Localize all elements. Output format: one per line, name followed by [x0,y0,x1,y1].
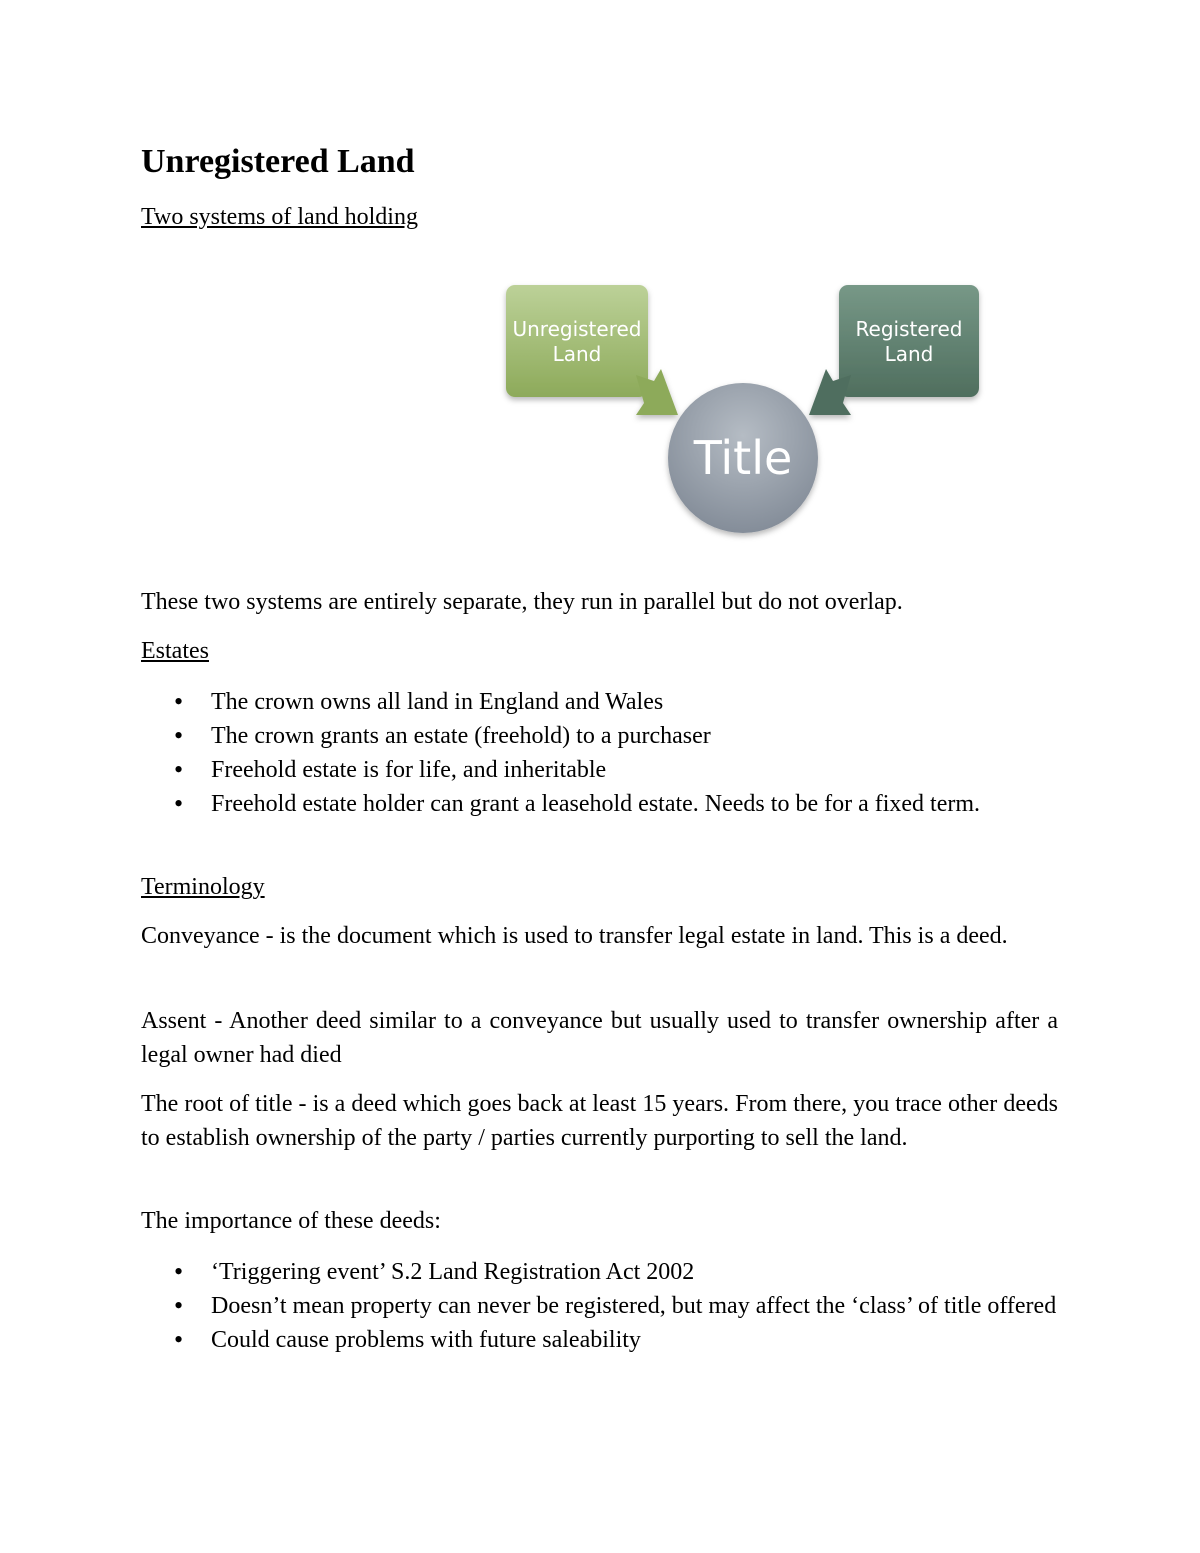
importance-list [141,1255,1058,1357]
title-diagram [496,275,996,550]
conveyance-paragraph: Conveyance - is the document which is used to transfer legal estate in land. This is a deed. [141,923,1008,949]
systems-paragraph: These two systems are entirely separate, they run in parallel but do not overlap. [141,589,903,615]
section-heading-terminology: Terminology [141,874,265,900]
unregistered-land-label-line1: Unregistered [512,317,642,341]
unregistered-land-label-line2: Land [552,342,602,366]
assent-paragraph: Assent - Another deed similar to a conveyance but usually used to transfer ownership after a legal owner had died [141,1008,1058,1068]
page-title: Unregistered Land [141,143,415,180]
title-circle-label: Title [693,431,793,485]
root-of-title-paragraph: The root of title - is a deed which goes back at least 15 years. From there, you trace other deeds to establish ownership of the party / parties currently purporting to sell the land. [141,1091,1058,1151]
registered-land-label-line1: Registered [855,317,963,341]
list-item: • Freehold estate holder can grant a leasehold estate. Needs to be for a fixed term. [141,787,1058,821]
list-item: • Doesn’t mean property can never be registered, but may affect the ‘class’ of title offered [141,1289,1058,1323]
section-heading-estates: Estates [141,638,209,664]
section-heading-two-systems: Two systems of land holding [141,204,418,230]
list-item: • The crown owns all land in England and Wales [141,685,1058,719]
list-item: • Freehold estate is for life, and inheritable [141,753,1058,787]
list-item: • ‘Triggering event’ S.2 Land Registration Act 2002 [141,1255,1058,1289]
registered-land-label-line2: Land [884,342,934,366]
estates-list [141,685,1058,821]
importance-intro: The importance of these deeds: [141,1208,441,1234]
list-item: • The crown grants an estate (freehold) to a purchaser [141,719,1058,753]
list-item: • Could cause problems with future saleability [141,1323,1058,1357]
